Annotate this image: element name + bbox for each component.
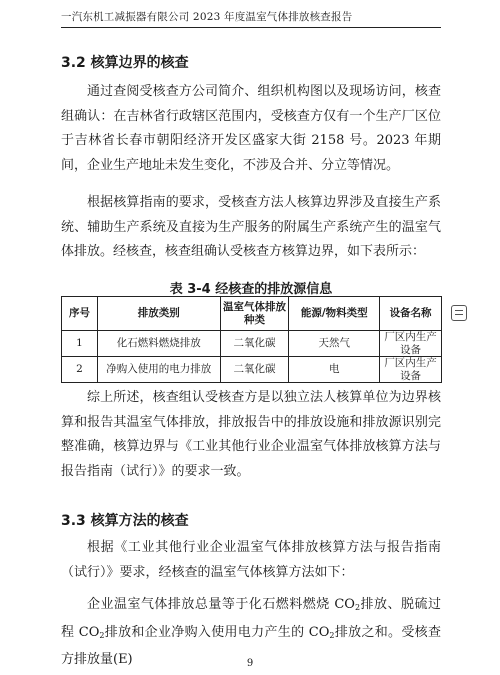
subscript-2: 2 — [99, 630, 105, 640]
table-cell: 2 — [62, 357, 98, 383]
paragraph-boundary-confirmation: 通过查阅受核查方公司简介、组织机构图以及现场访问，核查组确认：在吉林省行政辖区范围内，受核查方仅有一个生产厂区位于吉林省长春市朝阳经济开发区盛家大街 2158 号。2023 年期间，企业生产地址未发生变化，不涉及合并、分立等情况。 — [61, 84, 441, 173]
paragraph-method-intro: 根据《工业其他行业企业温室气体排放核算方法与报告指南（试行）》要求，经核查的温室气体核算方法如下： — [61, 540, 441, 580]
table-cell: 厂区内生产设备 — [380, 331, 442, 357]
section-title-3-3: 3.3 核算方法的核查 — [61, 513, 189, 529]
table-header-row — [62, 297, 442, 331]
table-cell: 净购入使用的电力排放 — [97, 357, 220, 383]
page-header: 一汽东机工减振器有限公司 2023 年度温室气体排放核查报告 — [61, 11, 353, 23]
table-cell: 化石燃料燃烧排放 — [97, 331, 220, 357]
column-header: 温室气体排放种类 — [220, 297, 289, 331]
column-header: 能源/物料类型 — [289, 297, 380, 331]
table-cell: 1 — [62, 331, 98, 357]
header-divider — [61, 27, 441, 28]
table-caption: 表 3-4 经核查的排放源信息 — [169, 282, 333, 297]
subscript-2: 2 — [329, 630, 335, 640]
table-cell: 二氧化碳 — [220, 357, 289, 383]
table-row — [62, 357, 442, 383]
table-cell: 天然气 — [289, 331, 380, 357]
page-number: 9 — [246, 658, 254, 669]
document-list-icon[interactable] — [451, 305, 467, 321]
table-row — [62, 331, 442, 357]
formula-text-part: 排放、脱硫过程 CO — [61, 597, 441, 640]
section-title-3-2: 3.2 核算边界的核查 — [61, 55, 189, 71]
formula-text-part: 排放之和。受核查方排放量(E) — [61, 624, 441, 667]
table-cell: 电 — [289, 357, 380, 383]
column-header: 设备名称 — [380, 297, 442, 331]
paragraph-boundary-conclusion: 综上所述，核查组认受核查方是以独立法人核算单位为边界核算和报告其温室气体排放，排放报告中的排放设施和排放源识别完整准确，核算边界与《工业其他行业企业温室气体排放核算方法与报告指南（试行）》的要求一致。 — [61, 390, 441, 479]
emission-source-table — [61, 296, 442, 383]
table-cell: 厂区内生产设备 — [380, 357, 442, 383]
column-header: 排放类别 — [97, 297, 220, 331]
column-header: 序号 — [62, 297, 98, 331]
formula-text-part: 企业温室气体排放总量等于化石燃料燃烧 CO — [87, 597, 355, 612]
formula-text-part: 排放和企业净购入使用电力产生的 CO — [104, 624, 330, 640]
subscript-2: 2 — [354, 603, 361, 612]
table-cell: 二氧化碳 — [220, 331, 289, 357]
paragraph-boundary-scope: 根据核算指南的要求，受核查方法人核算边界涉及直接生产系统、辅助生产系统及直接为生产服务的附属生产系统产生的温室气体排放。经核查，核查组确认受核查方核算边界，如下表所示： — [61, 195, 441, 259]
